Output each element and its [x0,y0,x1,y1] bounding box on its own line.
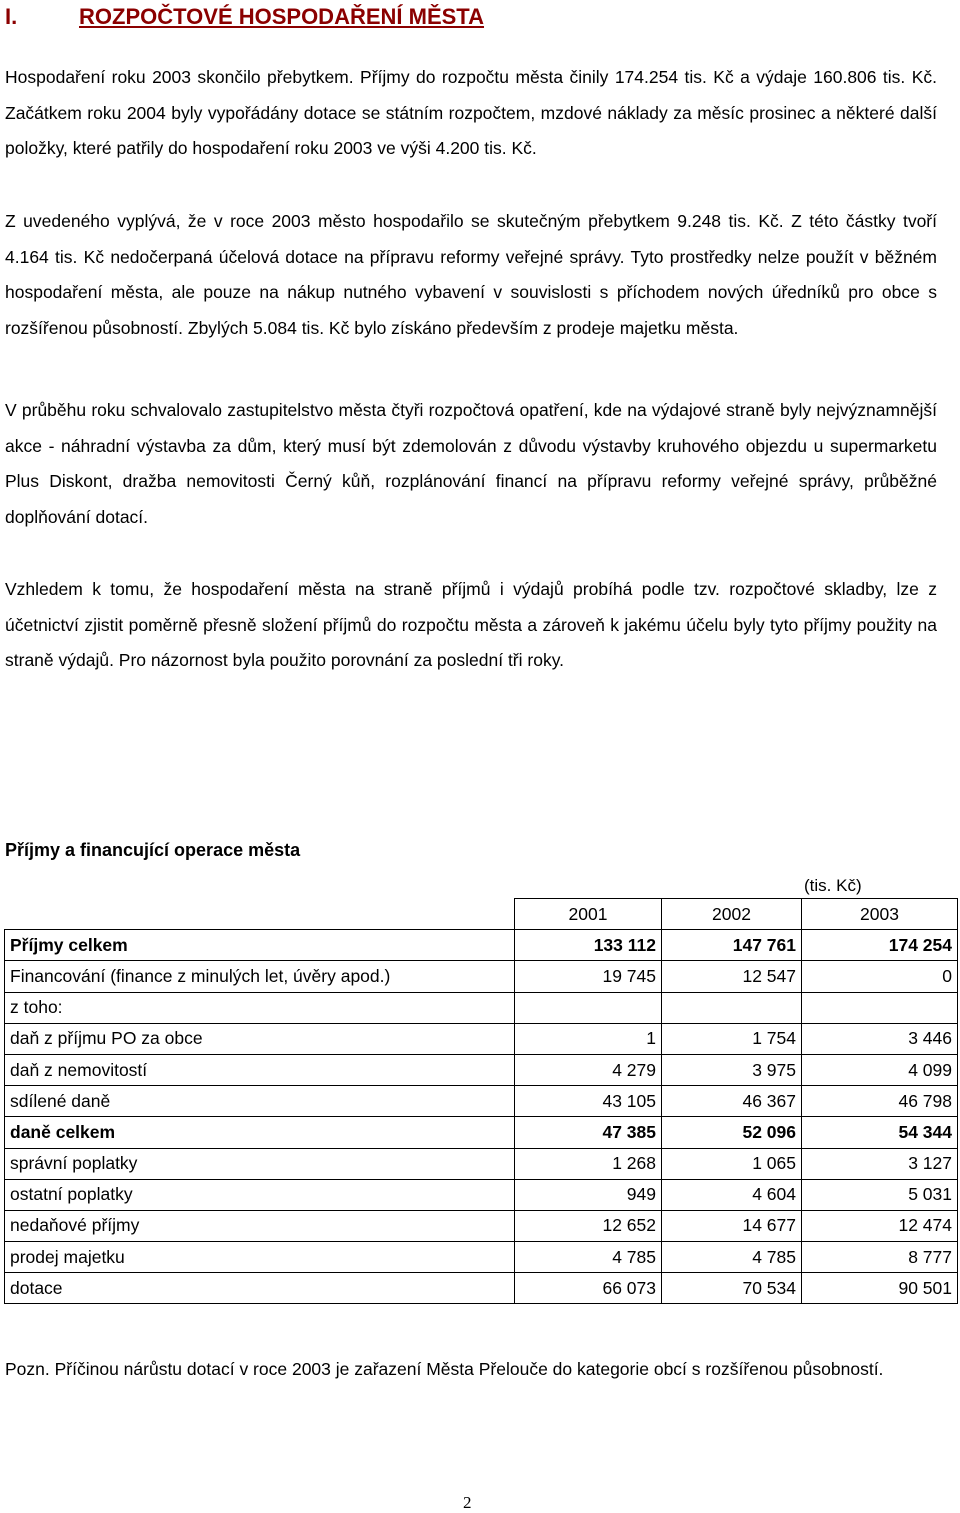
value-2001: 949 [515,1179,662,1210]
table-row [5,1054,958,1085]
value-2002: 1 065 [662,1148,802,1179]
table-row [5,1086,958,1117]
value-2003: 46 798 [802,1086,958,1117]
section-heading [5,4,484,30]
value-2003: 3 127 [802,1148,958,1179]
table-title: Příjmy a financující operace města [5,840,301,860]
value-2001: 47 385 [515,1117,662,1148]
value-2001: 66 073 [515,1273,662,1304]
row-label: daň z nemovitostí [5,1054,515,1085]
table-row [5,1179,958,1210]
value-2003: 8 777 [802,1242,958,1273]
paragraph-3: V průběhu roku schvalovalo zastupitelstvo města čtyři rozpočtová opatření, kde na výdajové straně byly nejvýznamnější akce - náhradní výstavba za dům, který musí být zdemolován z důvodu výstavby kruhového objezdu u supermarketu Plus Diskont, dražba nemovitosti Černý kůň, rozplánování financí na přípravu reformy veřejné správy, průběžné doplňování dotací. [5,400,937,527]
table-row [5,1273,958,1304]
income-table [4,898,958,1304]
value-2001: 1 [515,1023,662,1054]
paragraph-2: Z uvedeného vyplývá, že v roce 2003 město hospodařilo se skutečným přebytkem 9.248 tis. Kč. Z této částky tvoří 4.164 tis. Kč nedočerpaná účelová dotace na přípravu reformy veřejné správy. Tyto prostředky nelze použít v běžném hospodaření města, ale pouze na nákup nutného vybavení v souvislosti s příchodem nových úředníků pro obce s rozšířenou působností. Zbylých 5.084 tis. Kč bylo získáno především z prodeje majetku města. [5,211,937,338]
header-blank-cell [5,899,515,930]
value-2002: 1 754 [662,1023,802,1054]
year-2001: 2001 [515,899,662,930]
value-2002: 147 761 [662,930,802,961]
value-2003: 54 344 [802,1117,958,1148]
row-label: z toho: [5,992,515,1023]
row-label: daně celkem [5,1117,515,1148]
paragraph-1: Hospodaření roku 2003 skončilo přebytkem. Příjmy do rozpočtu města činily 174.254 tis. Kč a výdaje 160.806 tis. Kč. Začátkem roku 2004 byly vypořádány dotace se státním rozpočtem, mzdové náklady za měsíc prosinec a některé další položky, které patřily do hospodaření roku 2003 ve výši 4.200 tis. Kč. [5,67,937,159]
row-label: nedaňové příjmy [5,1210,515,1241]
page-number: 2 [463,1493,472,1512]
section-title: ROZPOČTOVÉ HOSPODAŘENÍ MĚSTA [79,4,485,29]
value-2003: 90 501 [802,1273,958,1304]
table-row [5,1117,958,1148]
year-2002: 2002 [662,899,802,930]
value-2003 [802,992,958,1023]
value-2001: 12 652 [515,1210,662,1241]
value-2003: 0 [802,961,958,992]
value-2001: 4 785 [515,1242,662,1273]
row-label: sdílené daně [5,1086,515,1117]
value-2003: 12 474 [802,1210,958,1241]
value-2002: 70 534 [662,1273,802,1304]
value-2003: 4 099 [802,1054,958,1085]
value-2002 [662,992,802,1023]
value-2001: 43 105 [515,1086,662,1117]
table-row [5,1242,958,1273]
value-2002: 3 975 [662,1054,802,1085]
value-2002: 14 677 [662,1210,802,1241]
value-2002: 4 785 [662,1242,802,1273]
value-2002: 12 547 [662,961,802,992]
value-2003: 3 446 [802,1023,958,1054]
value-2002: 46 367 [662,1086,802,1117]
table-header-row [5,899,958,930]
footnote: Pozn. Příčinou nárůstu dotací v roce 2003 je zařazení Města Přelouče do kategorie obcí s rozšířenou působností. [5,1359,884,1379]
year-2003: 2003 [802,899,958,930]
table-row [5,1210,958,1241]
row-label: dotace [5,1273,515,1304]
value-2001: 133 112 [515,930,662,961]
row-label: Financování (finance z minulých let, úvěry apod.) [5,961,515,992]
row-label: správní poplatky [5,1148,515,1179]
section-number: I. [5,4,18,29]
row-label: daň z příjmu PO za obce [5,1023,515,1054]
value-2001 [515,992,662,1023]
row-label: ostatní poplatky [5,1179,515,1210]
row-label: Příjmy celkem [5,930,515,961]
table-row [5,1023,958,1054]
value-2003: 5 031 [802,1179,958,1210]
value-2002: 52 096 [662,1117,802,1148]
table-row [5,961,958,992]
table-row [5,1148,958,1179]
row-label: prodej majetku [5,1242,515,1273]
value-2001: 1 268 [515,1148,662,1179]
table-row [5,992,958,1023]
value-2003: 174 254 [802,930,958,961]
table-unit: (tis. Kč) [804,876,862,895]
value-2002: 4 604 [662,1179,802,1210]
table-row [5,930,958,961]
value-2001: 4 279 [515,1054,662,1085]
paragraph-4: Vzhledem k tomu, že hospodaření města na straně příjmů i výdajů probíhá podle tzv. rozpočtové skladby, lze z účetnictví zjistit poměrně přesně složení příjmů do rozpočtu města a zároveň k jakému účelu byly tyto příjmy použity na straně výdajů. Pro názornost byla použito porovnání za poslední tři roky. [5,579,937,671]
value-2001: 19 745 [515,961,662,992]
